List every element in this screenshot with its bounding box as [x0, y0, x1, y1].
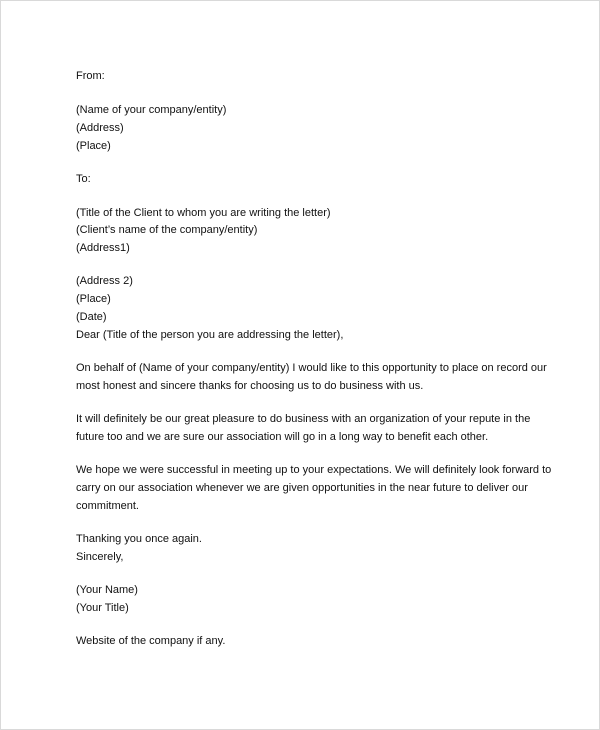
paragraph3-line1: We hope we were successful in meeting up to your expectations. We will definitely look forward to	[76, 464, 552, 476]
recipient-address2: (Address 2)	[76, 275, 133, 287]
from-label: From:	[76, 70, 105, 82]
paragraph3-line2: carry on our association whenever we are given opportunities in the near future to deliver our	[76, 482, 528, 494]
closing-line: Sincerely,	[76, 551, 124, 563]
letter-date: (Date)	[76, 311, 107, 323]
paragraph3-line3: commitment.	[76, 500, 139, 512]
sender-company: (Name of your company/entity)	[76, 104, 227, 116]
salutation: Dear (Title of the person you are addressing the letter),	[76, 329, 344, 341]
sender-place: (Place)	[76, 140, 111, 152]
recipient-title: (Title of the Client to whom you are writing the letter)	[76, 207, 331, 219]
website-line: Website of the company if any.	[76, 635, 226, 647]
recipient-company: (Client’s name of the company/entity)	[76, 224, 258, 236]
paragraph2-line2: future too and we are sure our association will go in a long way to benefit each other.	[76, 431, 489, 443]
paragraph2-line1: It will definitely be our great pleasure to do business with an organization of your repute in the	[76, 413, 531, 425]
signature-name: (Your Name)	[76, 584, 138, 596]
paragraph1-line2: most honest and sincere thanks for choosing us to do business with us.	[76, 380, 424, 392]
recipient-place: (Place)	[76, 293, 111, 305]
thanks-line: Thanking you once again.	[76, 533, 202, 545]
to-label: To:	[76, 173, 91, 185]
paragraph1-line1: On behalf of (Name of your company/entity) I would like to this opportunity to place on record our	[76, 362, 547, 374]
sender-address: (Address)	[76, 122, 124, 134]
signature-title: (Your Title)	[76, 602, 129, 614]
recipient-address1: (Address1)	[76, 242, 130, 254]
